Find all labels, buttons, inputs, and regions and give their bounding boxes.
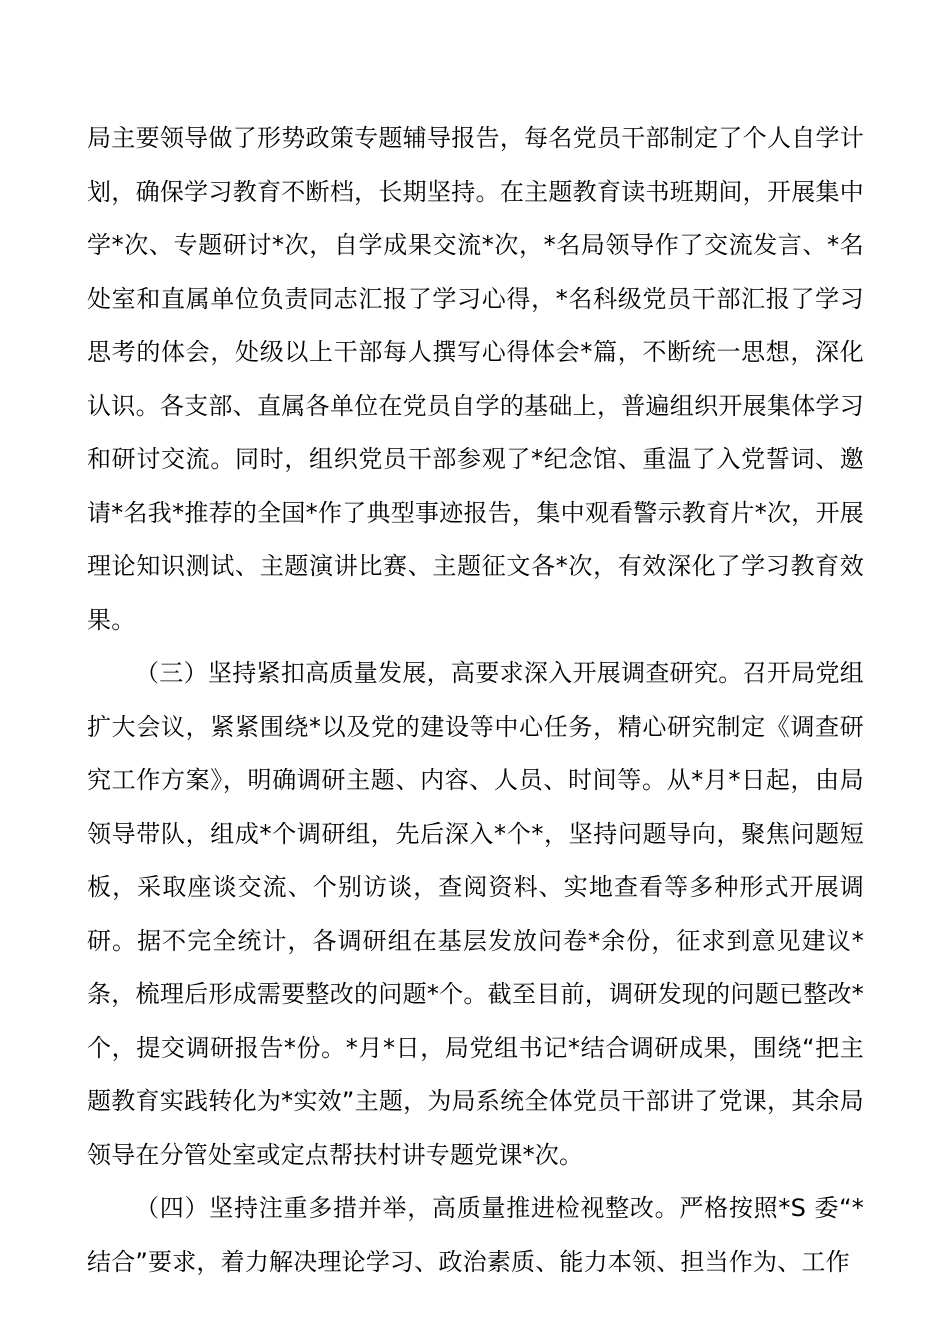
paragraph-section-4-rectification: （四）坚持注重多措并举，高质量推进检视整改。严格按照*S 委“*结合”要求，着力解决理论学习、政治素质、能力本领、担当作为、工作 — [87, 1194, 864, 1276]
document-page — [87, 112, 864, 1289]
paragraph-study-activities: 局主要领导做了形势政策专题辅导报告，每名党员干部制定了个人自学计划，确保学习教育不断档，长期坚持。在主题教育读书班期间，开展集中学*次、专题研讨*次，自学成果交流*次，*名局领导作了交流发言、*名处室和直属单位负责同志汇报了学习心得，*名科级党员干部汇报了学习思考的体会，处级以上干部每人撰写心得体会*篇，不断统一思想，深化认识。各支部、直属各单位在党员自学的基础上，普遍组织开展集体学习和研讨交流。同时，组织党员干部参观了*纪念馆、重温了入党誓词、邀请*名我*推荐的全国*作了典型事迹报告，集中观看警示教育片*次，开展理论知识测试、主题演讲比赛、主题征文各*次，有效深化了学习教育效果。 — [87, 124, 864, 634]
paragraph-section-3-research: （三）坚持紧扣高质量发展，高要求深入开展调查研究。召开局党组扩大会议，紧紧围绕*以及党的建设等中心任务，精心研究制定《调查研究工作方案》，明确调研主题、内容、人员、时间等。从*月*日起，由局领导带队，组成*个调研组，先后深入*个*，坚持问题导向，聚焦问题短板，采取座谈交流、个别访谈，查阅资料、实地查看等多种形式开展调研。据不完全统计，各调研组在基层发放问卷*余份，征求到意见建议*条，梳理后形成需要整改的问题*个。截至目前，调研发现的问题已整改*个，提交调研报告*份。*月*日，局党组书记*结合调研成果，围绕“把主题教育实践转化为*实效”主题，为局系统全体党员干部讲了党课，其余局领导在分管处室或定点帮扶村讲专题党课*次。 — [87, 659, 864, 1169]
